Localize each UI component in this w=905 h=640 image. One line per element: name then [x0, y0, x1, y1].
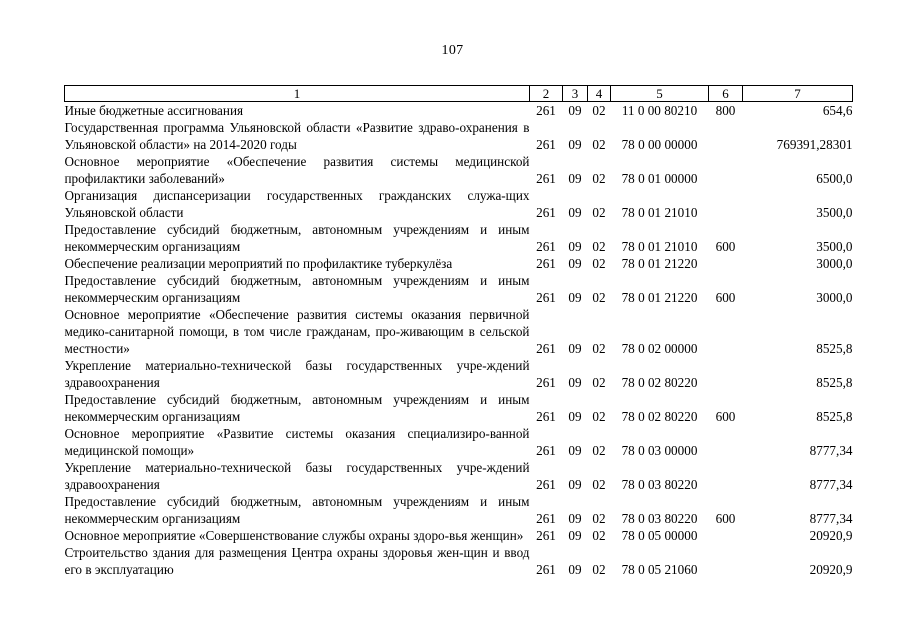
row-ministry-code: 261 [536, 443, 556, 458]
table-row [65, 119, 853, 153]
row-subsection-code: 02 [592, 290, 606, 305]
table-row [65, 493, 853, 527]
row-target-article: 78 0 01 21010 [621, 205, 698, 220]
row-expense-type [709, 255, 743, 272]
row-expense-type [709, 153, 743, 187]
table-row [65, 221, 853, 255]
row-subsection-code: 02 [592, 562, 606, 577]
table-row [65, 306, 853, 357]
row-section-code: 09 [568, 205, 582, 220]
row-amount: 8777,34 [809, 511, 853, 526]
table-body [65, 102, 853, 579]
row-target-article: 78 0 02 80220 [621, 375, 698, 390]
row-ministry-code: 261 [536, 290, 556, 305]
header-col-4: 4 [588, 86, 611, 102]
row-ministry-code: 261 [536, 562, 556, 577]
row-target-article: 78 0 01 21010 [621, 239, 698, 254]
row-amount: 3500,0 [816, 239, 853, 254]
row-amount: 8525,8 [816, 375, 853, 390]
table-row [65, 102, 853, 120]
row-subsection-code: 02 [592, 511, 606, 526]
row-expense-type: 600 [715, 239, 736, 254]
row-ministry-code: 261 [536, 528, 556, 543]
row-target-article: 78 0 02 00000 [621, 341, 698, 356]
row-subsection-code: 02 [592, 477, 606, 492]
table-row [65, 272, 853, 306]
row-amount: 3000,0 [816, 290, 853, 305]
row-name: Иные бюджетные ассигнования [64, 103, 244, 118]
header-col-2: 2 [530, 86, 563, 102]
row-expense-type [709, 306, 743, 357]
row-subsection-code: 02 [592, 205, 606, 220]
table-header-row [65, 86, 853, 102]
row-subsection-code: 02 [592, 239, 606, 254]
row-ministry-code: 261 [536, 239, 556, 254]
header-col-5: 5 [611, 86, 709, 102]
row-expense-type [709, 187, 743, 221]
row-subsection-code: 02 [592, 443, 606, 458]
header-col-1: 1 [65, 86, 530, 102]
row-expense-type: 800 [715, 103, 736, 118]
row-expense-type [709, 459, 743, 493]
row-subsection-code: 02 [592, 528, 606, 543]
row-ministry-code: 261 [536, 511, 556, 526]
row-name: Предоставление субсидий бюджетным, автономным учреждениям и иным некоммерческим организациям [64, 494, 530, 526]
row-ministry-code: 261 [536, 205, 556, 220]
table-row [65, 459, 853, 493]
table-row [65, 391, 853, 425]
row-target-article: 78 0 03 80220 [621, 477, 698, 492]
row-amount: 6500,0 [816, 171, 853, 186]
row-ministry-code: 261 [536, 103, 556, 118]
row-subsection-code: 02 [592, 137, 606, 152]
row-amount: 8525,8 [816, 409, 853, 424]
row-expense-type [709, 119, 743, 153]
row-subsection-code: 02 [592, 409, 606, 424]
row-name: Обеспечение реализации мероприятий по профилактике туберкулёза [64, 256, 453, 271]
header-col-6: 6 [709, 86, 743, 102]
row-amount: 654,6 [822, 103, 853, 118]
row-name: Основное мероприятие «Совершенствование службы охраны здоро-вья женщин» [64, 528, 524, 543]
row-ministry-code: 261 [536, 477, 556, 492]
row-section-code: 09 [568, 375, 582, 390]
row-section-code: 09 [568, 341, 582, 356]
row-subsection-code: 02 [592, 341, 606, 356]
row-target-article: 78 0 05 00000 [621, 528, 698, 543]
row-target-article: 78 0 05 21060 [621, 562, 698, 577]
row-name: Государственная программа Ульяновской области «Развитие здраво-охранения в Ульяновской области» на 2014-2020 годы [64, 120, 530, 152]
row-ministry-code: 261 [536, 375, 556, 390]
row-subsection-code: 02 [592, 103, 606, 118]
row-section-code: 09 [568, 528, 582, 543]
row-section-code: 09 [568, 477, 582, 492]
row-name: Укрепление материально-технической базы государственных учре-ждений здравоохранения [64, 358, 530, 390]
row-subsection-code: 02 [592, 171, 606, 186]
row-amount: 8777,34 [809, 477, 853, 492]
row-amount: 8525,8 [816, 341, 853, 356]
table-row [65, 527, 853, 544]
row-subsection-code: 02 [592, 256, 606, 271]
row-amount: 20920,9 [809, 528, 853, 543]
row-ministry-code: 261 [536, 256, 556, 271]
row-section-code: 09 [568, 103, 582, 118]
table-row [65, 153, 853, 187]
budget-table [64, 85, 853, 578]
row-expense-type: 600 [715, 511, 736, 526]
row-amount: 20920,9 [809, 562, 853, 577]
row-expense-type [709, 544, 743, 578]
row-target-article: 78 0 01 00000 [621, 171, 698, 186]
row-ministry-code: 261 [536, 137, 556, 152]
row-section-code: 09 [568, 409, 582, 424]
row-target-article: 78 0 03 80220 [621, 511, 698, 526]
row-section-code: 09 [568, 511, 582, 526]
row-section-code: 09 [568, 239, 582, 254]
row-section-code: 09 [568, 290, 582, 305]
row-name: Предоставление субсидий бюджетным, автономным учреждениям и иным некоммерческим организациям [64, 392, 530, 424]
table-row [65, 544, 853, 578]
row-ministry-code: 261 [536, 341, 556, 356]
page-number: 107 [441, 43, 464, 58]
row-amount: 8777,34 [809, 443, 853, 458]
row-expense-type [709, 357, 743, 391]
table-row [65, 187, 853, 221]
row-ministry-code: 261 [536, 171, 556, 186]
table-row [65, 425, 853, 459]
row-amount: 3000,0 [816, 256, 853, 271]
header-col-7: 7 [743, 86, 853, 102]
row-expense-type [709, 425, 743, 459]
table-row [65, 357, 853, 391]
table-row [65, 255, 853, 272]
row-name: Предоставление субсидий бюджетным, автономным учреждениям и иным некоммерческим организациям [64, 222, 530, 254]
row-section-code: 09 [568, 562, 582, 577]
row-section-code: 09 [568, 171, 582, 186]
row-amount: 3500,0 [816, 205, 853, 220]
row-section-code: 09 [568, 443, 582, 458]
row-expense-type: 600 [715, 409, 736, 424]
header-col-3: 3 [563, 86, 588, 102]
row-target-article: 78 0 03 00000 [621, 443, 698, 458]
row-name: Предоставление субсидий бюджетным, автономным учреждениям и иным некоммерческим организациям [64, 273, 530, 305]
row-amount: 769391,28301 [776, 137, 853, 152]
row-name: Основное мероприятие «Развитие системы оказания специализиро-ванной медицинской помощи» [64, 426, 530, 458]
row-section-code: 09 [568, 256, 582, 271]
row-expense-type [709, 527, 743, 544]
row-name: Организация диспансеризации государственных гражданских служа-щих Ульяновской области [64, 188, 530, 220]
row-name: Основное мероприятие «Обеспечение развития системы медицинской профилактики заболеваний» [64, 154, 530, 186]
row-name: Укрепление материально-технической базы государственных учре-ждений здравоохранения [64, 460, 530, 492]
row-target-article: 78 0 01 21220 [621, 256, 698, 271]
row-subsection-code: 02 [592, 375, 606, 390]
row-target-article: 78 0 00 00000 [621, 137, 698, 152]
row-name: Основное мероприятие «Обеспечение развития системы оказания первичной медико-санитарной помощи, в том числе гражданам, про-живающим в сельской местности» [64, 307, 530, 356]
row-expense-type: 600 [715, 290, 736, 305]
row-section-code: 09 [568, 137, 582, 152]
row-name: Строительство здания для размещения Центра охраны здоровья жен-щин и ввод его в эксплуатацию [64, 545, 530, 577]
row-target-article: 78 0 02 80220 [621, 409, 698, 424]
row-target-article: 11 0 00 80210 [621, 103, 698, 118]
row-target-article: 78 0 01 21220 [621, 290, 698, 305]
row-ministry-code: 261 [536, 409, 556, 424]
